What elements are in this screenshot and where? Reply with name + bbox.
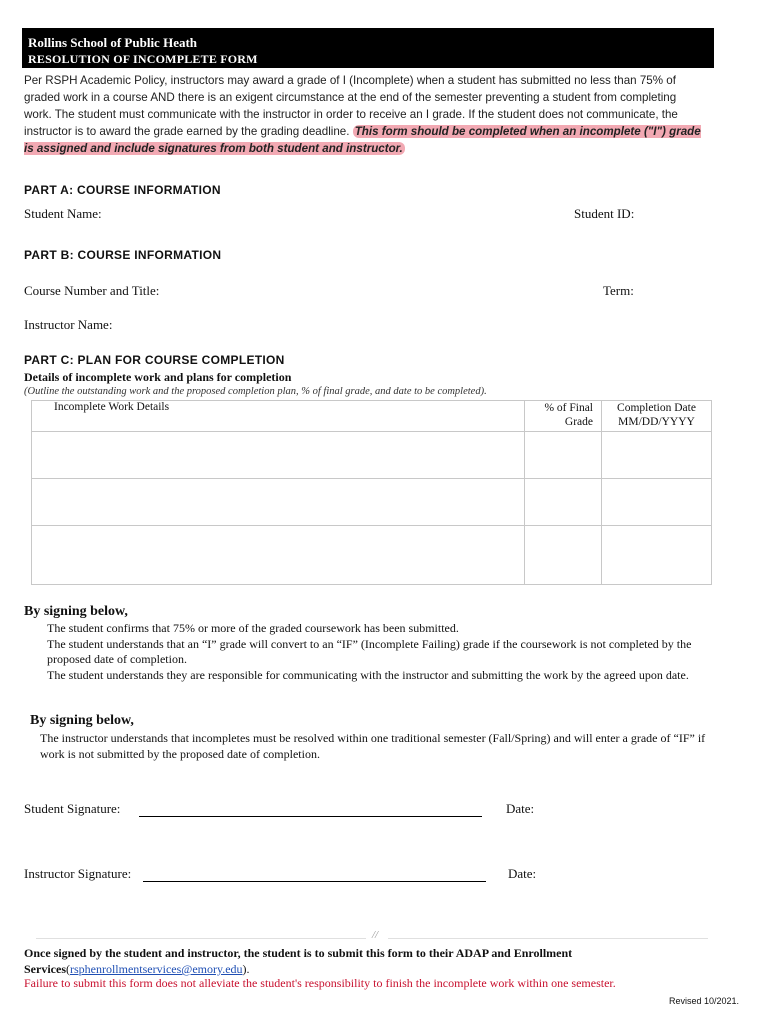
col-details: Incomplete Work Details	[32, 401, 525, 432]
details-cell[interactable]	[32, 526, 525, 585]
col-percent	[525, 401, 602, 432]
submit-instructions	[24, 945, 714, 977]
student-date-label: Date:	[506, 801, 535, 816]
percent-cell[interactable]	[525, 479, 602, 526]
instructor-terms-heading: By signing below,	[30, 713, 134, 728]
student-terms-list	[47, 621, 715, 683]
enrollment-email-link[interactable]: rsphenrollmentservices@emory.edu	[69, 962, 243, 976]
part-c-subtitle: Details of incomplete work and plans for completion	[24, 370, 292, 384]
list-item: The student understands that an “I” grade will convert to an “IF” (Incomplete Failing) grade if the coursework is not completed by the proposed date of completion.	[47, 636, 692, 666]
revised-date: Revised 10/2021.	[669, 996, 740, 1006]
list-item: The student confirms that 75% or more of the graded coursework has been submitted.	[47, 621, 459, 635]
col-date-line2: MM/DD/YYYY	[618, 416, 695, 428]
plan-table-header	[32, 401, 712, 432]
student-id-label: Student ID:	[574, 206, 635, 221]
footer-divider-left	[36, 938, 366, 939]
form-header	[22, 28, 714, 68]
col-percent-line1: % of Final	[544, 402, 593, 414]
footer-separator: //	[372, 929, 379, 941]
percent-cell[interactable]	[525, 526, 602, 585]
footer-divider-right	[388, 938, 708, 939]
student-name-label: Student Name:	[24, 206, 102, 221]
table-row	[32, 479, 712, 526]
instructor-name-label: Instructor Name:	[24, 317, 113, 332]
student-signature-label: Student Signature:	[24, 801, 121, 816]
course-label: Course Number and Title:	[24, 283, 160, 298]
instructor-terms-item: The instructor understands that incompletes must be resolved within one traditional semester (Fall/Spring) and will enter a grade of “IF” if work is not submitted by the proposed date of completion.	[40, 731, 706, 761]
student-terms-heading: By signing below,	[24, 604, 128, 619]
instructor-signature-line[interactable]	[143, 881, 486, 882]
policy-intro	[24, 72, 704, 157]
table-row	[32, 432, 712, 479]
date-cell[interactable]	[602, 432, 712, 479]
part-a-title: PART A: COURSE INFORMATION	[24, 183, 221, 197]
instructor-signature-label: Instructor Signature:	[24, 866, 132, 881]
warning-text: Failure to submit this form does not alleviate the student's responsibility to finish the incomplete work within one semester.	[24, 976, 616, 990]
submit-text: Once signed by the student and instructor, the student is to submit this form to their ADAP and Enrollment Services	[24, 946, 573, 976]
email-open-paren: (	[65, 962, 70, 976]
date-cell[interactable]	[602, 526, 712, 585]
student-signature-line[interactable]	[139, 816, 482, 817]
col-percent-line2: Grade	[564, 416, 593, 428]
details-cell[interactable]	[32, 432, 525, 479]
details-cell[interactable]	[32, 479, 525, 526]
term-label: Term:	[603, 283, 634, 298]
date-cell[interactable]	[602, 479, 712, 526]
part-b-title: PART B: COURSE INFORMATION	[24, 248, 222, 262]
policy-highlight: This form should be completed when an incomplete ("I") grade is assigned and include signatures from both student and instructor.	[24, 125, 701, 155]
part-c-title: PART C: PLAN FOR COURSE COMPLETION	[24, 353, 285, 367]
plan-table	[31, 400, 712, 585]
school-name: Rollins School of Public Heath	[28, 35, 198, 50]
part-c-note: (Outline the outstanding work and the proposed completion plan, % of final grade, and date to be completed).	[24, 386, 487, 397]
instructor-date-label: Date:	[508, 866, 537, 881]
col-date	[602, 401, 712, 432]
percent-cell[interactable]	[525, 432, 602, 479]
form-title: RESOLUTION OF INCOMPLETE FORM	[28, 52, 258, 66]
list-item: The student understands they are responsible for communicating with the instructor and submitting the work by the agreed upon date.	[47, 667, 689, 682]
policy-text: Per RSPH Academic Policy, instructors may award a grade of I (Incomplete) when a student has submitted no less than 75% of graded work in a course AND there is an exigent circumstance at the end of the semester preventing a student from completing work. The student must communicate with the instructor in order to receive an I grade. If the student does not communicate, the instructor is to award the grade earned by the grading deadline.	[24, 74, 678, 138]
col-date-line1: Completion Date	[617, 402, 696, 414]
email-close-paren: ).	[242, 962, 250, 976]
table-row	[32, 526, 712, 585]
